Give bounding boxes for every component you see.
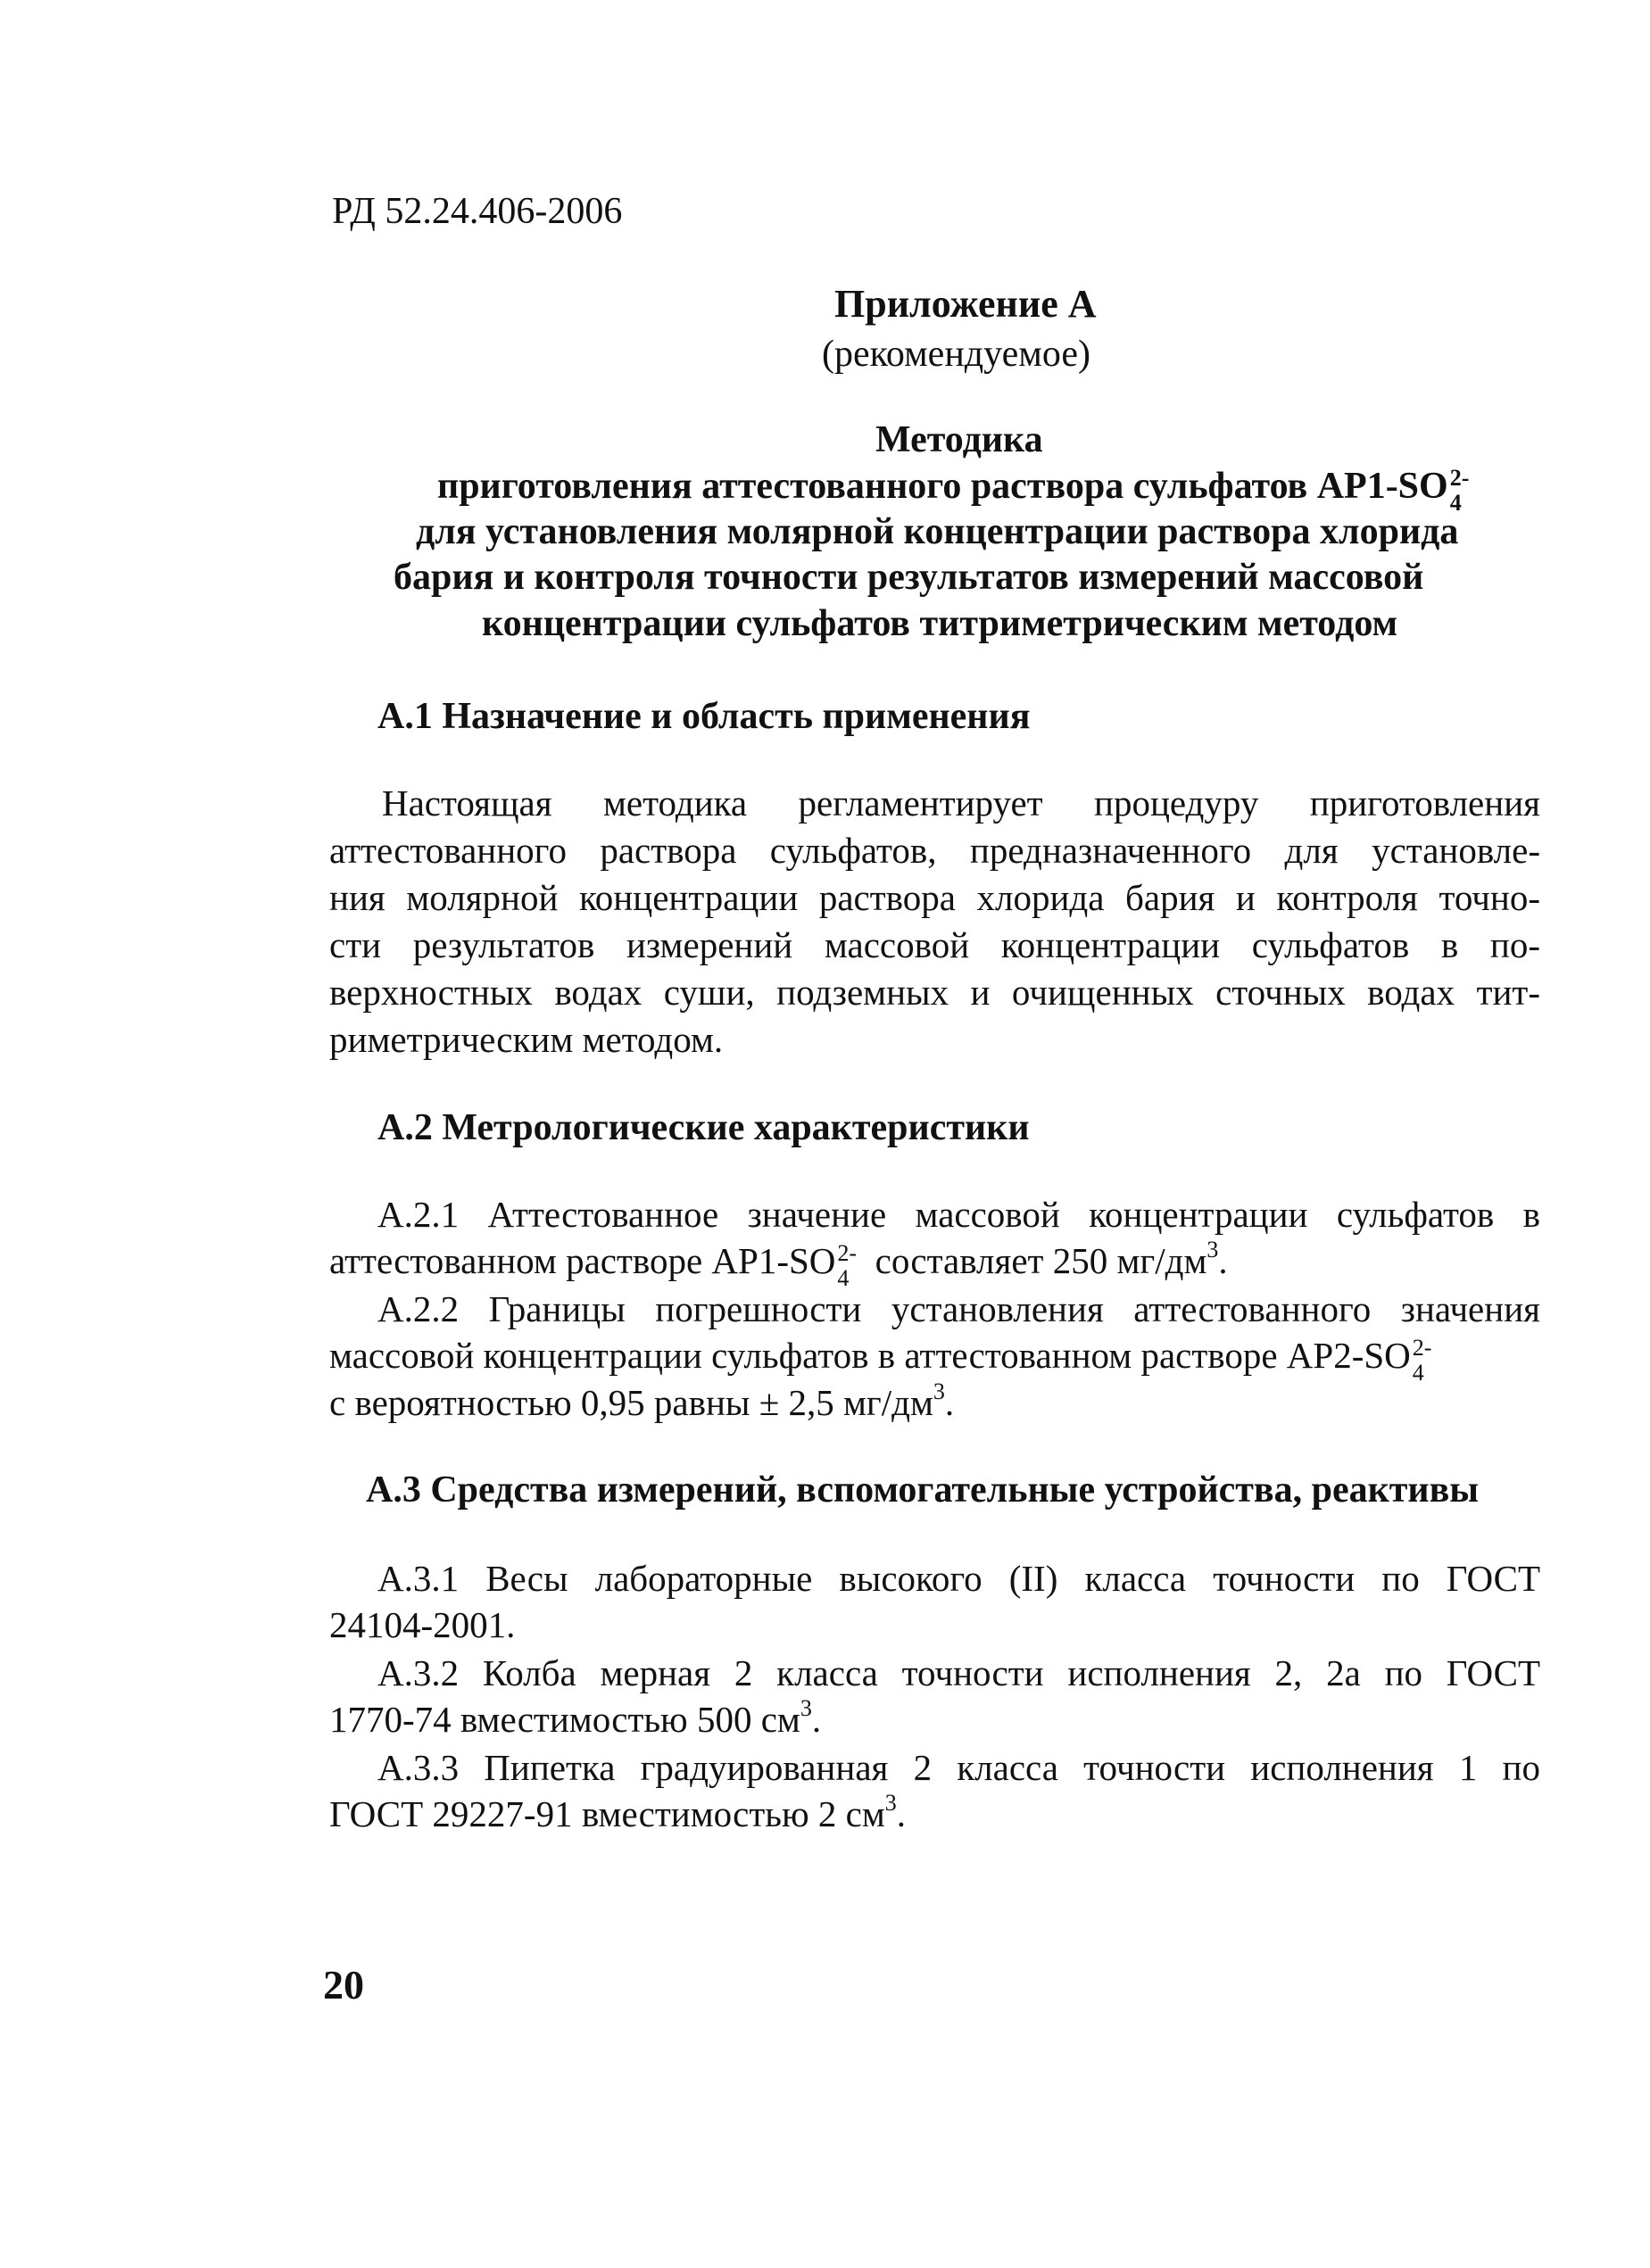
- section-a1-heading: А.1 Назначение и область применения: [377, 696, 1031, 737]
- section-a2-heading: А.2 Метрологические характеристики: [377, 1107, 1030, 1148]
- section-a3-p3-line1: А.3.3 Пипетка градуированная 2 класса точности исполнения 1 по: [377, 1747, 1540, 1788]
- method-title-line3: для установления молярной концентрации раствора хлорида: [416, 511, 1459, 552]
- section-a3-p3-line2: ГОСТ 29227-91 вместимостью 2 $см^3$.: [329, 1790, 907, 1834]
- page-number: 20: [323, 1962, 364, 2007]
- section-a1-line2: аттестованного раствора сульфатов, предназначенного для установле-: [329, 830, 1540, 871]
- section-a3-p1-line2: 24104-2001.: [329, 1604, 516, 1645]
- section-a3-heading: А.3 Средства измерений, вспомогательные устройства, реактивы: [366, 1469, 1480, 1511]
- section-a1-line6: риметрическим методом.: [329, 1019, 724, 1060]
- appendix-title: Приложение А: [834, 282, 1097, 326]
- section-a2-p2-line1: А.2.2 Границы погрешности установления аттестованного значения: [377, 1288, 1540, 1329]
- section-a2-p1-line2: аттестованном растворе АР1-SO 2- 4 составляет 250 $мг/дм^3$.: [329, 1237, 1228, 1291]
- method-title-line5: концентрации сульфатов титриметрическим методом: [482, 603, 1398, 644]
- section-a3-p2-line2: 1770-74 вместимостью 500 $см^3$.: [329, 1695, 822, 1740]
- section-a3-p2-line1: А.3.2 Колба мерная 2 класса точности исполнения 2, 2а по ГОСТ: [377, 1652, 1540, 1693]
- method-title-line4: бария и контроля точности результатов измерений массовой: [394, 557, 1424, 598]
- section-a2-p2-line3: с вероятностью 0,95 равны ± 2,5 $мг/дм^3$.: [329, 1378, 955, 1423]
- document-code: РД 52.24.406-2006: [332, 191, 623, 232]
- section-a1-line5: верхностных водах суши, подземных и очищенных сточных водах тит-: [329, 972, 1540, 1013]
- section-a2-p1-line1: А.2.1 Аттестованное значение массовой концентрации сульфатов в: [377, 1194, 1540, 1235]
- section-a1-line1: Настоящая методика регламентирует процедуру приготовления: [382, 782, 1540, 824]
- section-a3-p1-line1: А.3.1 Весы лабораторные высокого (II) класса точности по ГОСТ: [377, 1558, 1540, 1599]
- section-a1-line3: ния молярной концентрации раствора хлорида бария и контроля точно-: [329, 877, 1540, 918]
- section-a1-line4: сти результатов измерений массовой концентрации сульфатов в по-: [329, 924, 1540, 965]
- section-a2-p2-line2: массовой концентрации сульфатов в аттестованном растворе АР2-SO 2- 4: [329, 1335, 1432, 1386]
- method-title-line1: Методика: [875, 419, 1043, 460]
- method-title-line2: приготовления аттестованного раствора сульфатов АР1-SO 2- 4: [437, 465, 1470, 516]
- appendix-subtitle: (рекомендуемое): [822, 334, 1090, 375]
